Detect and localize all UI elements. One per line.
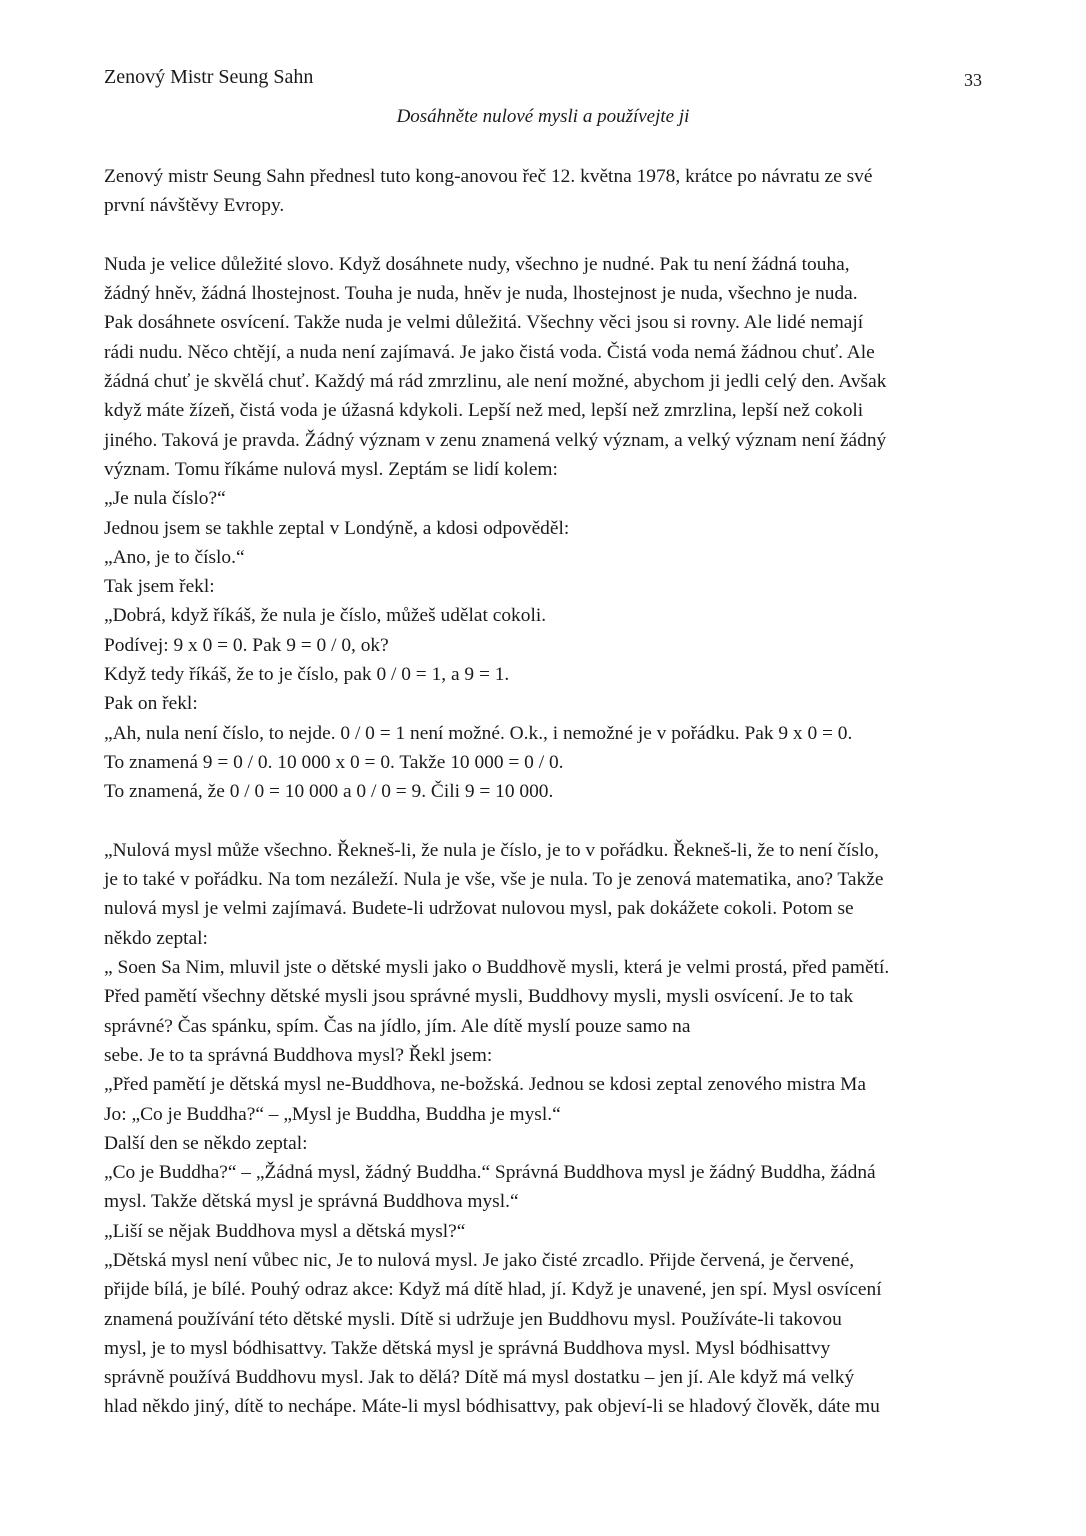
text-line: hlad někdo jiný, dítě to nechápe. Máte-li mysl bódhisattvy, pak objeví-li se hladový člověk, dáte mu — [104, 1396, 880, 1418]
page-number: 33 — [964, 70, 982, 90]
text-line: je to také v pořádku. Na tom nezáleží. Nula je vše, vše je nula. To je zenová matematika, ano? Takže — [104, 869, 884, 891]
text-line: „Před pamětí je dětská mysl ne-Buddhova, ne-božská. Jednou se kdosi zeptal zenového mistra Ma — [104, 1074, 866, 1096]
text-line: správně používá Buddhovu mysl. Jak to dělá? Dítě má mysl dostatku – jen jí. Ale když má velký — [104, 1367, 855, 1389]
text-line: Podívej: 9 x 0 = 0. Pak 9 = 0 / 0, ok? — [104, 634, 389, 656]
text-line: žádná chuť je skvělá chuť. Každý má rád zmrzlinu, ale není možné, abychom ji jedli celý den. Avšak — [104, 371, 887, 393]
text-line: To znamená, že 0 / 0 = 10 000 a 0 / 0 = 9. Čili 9 = 10 000. — [104, 781, 554, 803]
text-line: To znamená 9 = 0 / 0. 10 000 x 0 = 0. Takže 10 000 = 0 / 0. — [104, 751, 564, 773]
text-line: „Dětská mysl není vůbec nic, Je to nulová mysl. Je jako čisté zrcadlo. Přijde červená, je červené, — [104, 1249, 855, 1271]
text-line: správné? Čas spánku, spím. Čas na jídlo, jím. Ale dítě myslí pouze samo na — [104, 1015, 691, 1037]
text-line: Jednou jsem se takhle zeptal v Londýně, a kdosi odpověděl: — [104, 517, 570, 539]
chapter-title: Dosáhněte nulové mysli a používejte ji — [396, 106, 690, 127]
text-line: někdo zeptal: — [104, 927, 208, 949]
text-line: „ Soen Sa Nim, mluvil jste o dětské mysli jako o Buddhově mysli, která je velmi prostá, před pamětí. — [104, 957, 890, 979]
paragraph — [104, 836, 984, 1422]
text-line: „Ano, je to číslo.“ — [104, 546, 245, 568]
paragraph — [104, 250, 984, 807]
text-line: žádný hněv, žádná lhostejnost. Touha je nuda, hněv je nuda, lhostejnost je nuda, všechno je nuda. — [104, 283, 858, 305]
text-line: mysl, je to mysl bódhisattvy. Takže dětská mysl je správná Buddhova mysl. Mysl bódhisattvy — [104, 1337, 831, 1359]
text-line: Nuda je velice důležité slovo. Když dosáhnete nudy, všechno je nudné. Pak tu není žádná touha, — [104, 253, 850, 275]
text-line: když máte žízeň, čistá voda je úžasná kdykoli. Lepší než med, lepší než zmrzlina, lepší než cokoli — [104, 400, 864, 422]
text-line: Další den se někdo zeptal: — [104, 1132, 308, 1154]
text-line: Pak on řekl: — [104, 693, 198, 715]
text-line: „Co je Buddha?“ – „Žádná mysl, žádný Buddha.“ Správná Buddhova mysl je žádný Buddha, žádná — [104, 1162, 876, 1184]
text-line: Tak jsem řekl: — [104, 576, 215, 598]
body-text — [104, 162, 984, 1451]
text-line: mysl. Takže dětská mysl je správná Buddhova mysl.“ — [104, 1191, 519, 1213]
text-line: „Dobrá, když říkáš, že nula je číslo, můžeš udělat cokoli. — [104, 605, 547, 627]
text-line: jiného. Taková je pravda. Žádný význam v zenu znamená velký význam, a velký význam není žádný — [104, 429, 887, 451]
text-line: „Je nula číslo?“ — [104, 488, 226, 510]
text-line: znamená používání této dětské mysli. Dítě si udržuje jen Buddhovu mysl. Používáte-li takovou — [104, 1308, 842, 1330]
text-line: rádi nudu. Něco chtějí, a nuda není zajímavá. Je jako čistá voda. Čistá voda nemá žádnou chuť. Ale — [104, 341, 875, 363]
text-line: přijde bílá, je bílé. Pouhý odraz akce: Když má dítě hlad, jí. Když je unavené, jen spí. Mysl osvícení — [104, 1279, 882, 1301]
text-line: „Ah, nula není číslo, to nejde. 0 / 0 = 1 není možné. O.k., i nemožné je v pořádku. Pak 9 x 0 = 0. — [104, 722, 853, 744]
text-line: Zenový mistr Seung Sahn přednesl tuto kong-anovou řeč 12. května 1978, krátce po návratu ze své — [104, 166, 873, 187]
text-line: „Liší se nějak Buddhova mysl a dětská mysl?“ — [104, 1220, 466, 1242]
text-line: první návštěvy Evropy. — [104, 195, 285, 217]
text-line: Jo: „Co je Buddha?“ – „Mysl je Buddha, Buddha je mysl.“ — [104, 1103, 561, 1125]
text-line: význam. Tomu říkáme nulová mysl. Zeptám se lidí kolem: — [104, 458, 558, 480]
text-line: „Nulová mysl může všechno. Řekneš-li, že nula je číslo, je to v pořádku. Řekneš-li, že to není číslo, — [104, 839, 879, 861]
text-line: nulová mysl je velmi zajímavá. Budete-li udržovat nulovou mysl, pak dokážete cokoli. Potom se — [104, 898, 854, 920]
text-line: Před pamětí všechny dětské mysli jsou správné mysli, Buddhovy mysli, mysli osvícení. Je to tak — [104, 986, 854, 1008]
text-line: Když tedy říkáš, že to je číslo, pak 0 / 0 = 1, a 9 = 1. — [104, 664, 510, 686]
running-head: Zenový Mistr Seung Sahn — [104, 66, 314, 88]
text-line: Pak dosáhnete osvícení. Takže nuda je velmi důležitá. Všechny věci jsou si rovny. Ale lidé nemají — [104, 312, 864, 334]
paragraph — [104, 162, 984, 221]
text-line: sebe. Je to ta správná Buddhova mysl? Řekl jsem: — [104, 1044, 493, 1066]
